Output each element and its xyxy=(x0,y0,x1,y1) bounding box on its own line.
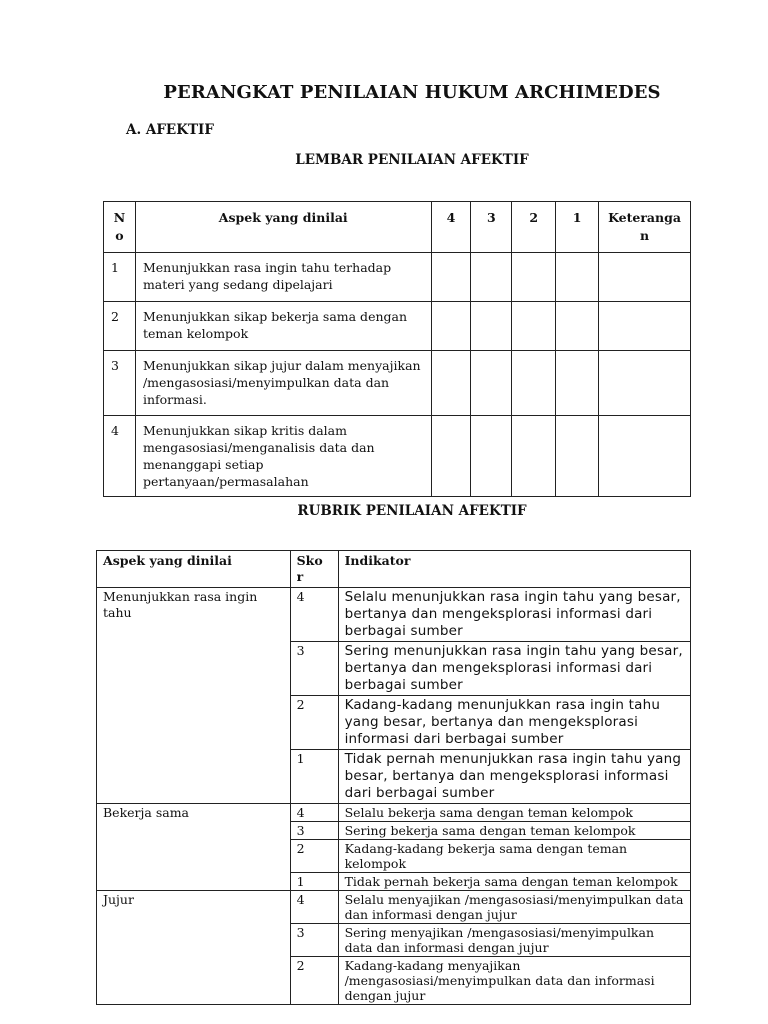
keterangan-cell[interactable] xyxy=(599,416,691,497)
score-cell-2[interactable] xyxy=(512,302,556,351)
header-aspek: Aspek yang dinilai xyxy=(97,551,291,588)
score-cell-1[interactable] xyxy=(556,302,599,351)
rubrik-aspek: Jujur xyxy=(97,891,291,1005)
table-row xyxy=(104,416,691,497)
score-cell-3[interactable] xyxy=(471,253,512,302)
header-indikator: Indikator xyxy=(338,551,690,588)
table-row xyxy=(104,253,691,302)
header-aspek: Aspek yang dinilai xyxy=(135,202,431,253)
rubrik-indikator: Sering menunjukkan rasa ingin tahu yang besar, bertanya dan mengeksplorasi informasi dari berbagai sumber xyxy=(338,642,690,696)
rubrik-skor: 1 xyxy=(290,750,338,804)
rubrik-aspek: Bekerja sama xyxy=(97,804,291,891)
row-aspek: Menunjukkan sikap jujur dalam menyajikan /mengasosiasi/menyimpulkan data dan informasi. xyxy=(135,351,431,416)
row-aspek: Menunjukkan sikap bekerja sama dengan teman kelompok xyxy=(135,302,431,351)
header-score-1: 1 xyxy=(556,202,599,253)
score-cell-3[interactable] xyxy=(471,416,512,497)
rubrik-indikator: Sering menyajikan /mengasosiasi/menyimpulkan data dan informasi dengan jujur xyxy=(338,924,690,957)
rubrik-penilaian-table xyxy=(96,550,691,1005)
row-number: 1 xyxy=(104,253,136,302)
keterangan-cell[interactable] xyxy=(599,351,691,416)
header-no: N o xyxy=(104,202,136,253)
table-row xyxy=(104,351,691,416)
rubrik-skor: 2 xyxy=(290,957,338,1005)
table-row xyxy=(97,588,691,642)
header-skor: Sko r xyxy=(290,551,338,588)
header-score-4: 4 xyxy=(431,202,471,253)
table-row xyxy=(104,302,691,351)
rubrik-title: RUBRIK PENILAIAN AFEKTIF xyxy=(297,503,527,519)
rubrik-indikator: Kadang-kadang menyajikan /mengasosiasi/menyimpulkan data dan informasi dengan jujur xyxy=(338,957,690,1005)
page-title: PERANGKAT PENILAIAN HUKUM ARCHIMEDES xyxy=(163,82,661,103)
rubrik-skor: 2 xyxy=(290,696,338,750)
rubrik-skor: 3 xyxy=(290,822,338,840)
section-heading-afektif: A. AFEKTIF xyxy=(126,122,214,138)
score-cell-4[interactable] xyxy=(431,302,471,351)
rubrik-indikator: Selalu bekerja sama dengan teman kelompok xyxy=(338,804,690,822)
score-cell-2[interactable] xyxy=(512,351,556,416)
keterangan-cell[interactable] xyxy=(599,253,691,302)
header-score-2: 2 xyxy=(512,202,556,253)
rubrik-aspek: Menunjukkan rasa ingin tahu xyxy=(97,588,291,804)
score-cell-4[interactable] xyxy=(431,351,471,416)
score-cell-1[interactable] xyxy=(556,253,599,302)
rubrik-skor: 3 xyxy=(290,642,338,696)
rubrik-indikator: Kadang-kadang menunjukkan rasa ingin tahu yang besar, bertanya dan mengeksplorasi informasi dari berbagai sumber xyxy=(338,696,690,750)
table-row xyxy=(97,804,691,822)
score-cell-2[interactable] xyxy=(512,416,556,497)
score-cell-4[interactable] xyxy=(431,416,471,497)
row-aspek: Menunjukkan rasa ingin tahu terhadap materi yang sedang dipelajari xyxy=(135,253,431,302)
rubrik-indikator: Selalu menyajikan /mengasosiasi/menyimpulkan data dan informasi dengan jujur xyxy=(338,891,690,924)
row-number: 4 xyxy=(104,416,136,497)
lembar-penilaian-table xyxy=(103,201,691,497)
score-cell-1[interactable] xyxy=(556,351,599,416)
score-cell-2[interactable] xyxy=(512,253,556,302)
rubrik-indikator: Sering bekerja sama dengan teman kelompok xyxy=(338,822,690,840)
rubrik-skor: 4 xyxy=(290,588,338,642)
row-number: 3 xyxy=(104,351,136,416)
score-cell-3[interactable] xyxy=(471,351,512,416)
rubrik-skor: 4 xyxy=(290,891,338,924)
row-number: 2 xyxy=(104,302,136,351)
rubrik-skor: 1 xyxy=(290,873,338,891)
lembar-title: LEMBAR PENILAIAN AFEKTIF xyxy=(295,152,529,168)
rubrik-skor: 4 xyxy=(290,804,338,822)
rubrik-skor: 2 xyxy=(290,840,338,873)
score-cell-4[interactable] xyxy=(431,253,471,302)
header-score-3: 3 xyxy=(471,202,512,253)
table-row xyxy=(97,891,691,924)
rubrik-indikator: Tidak pernah menunjukkan rasa ingin tahu yang besar, bertanya dan mengeksplorasi informasi dari berbagai sumber xyxy=(338,750,690,804)
table-header-row xyxy=(104,202,691,253)
rubrik-skor: 3 xyxy=(290,924,338,957)
rubrik-indikator: Kadang-kadang bekerja sama dengan teman kelompok xyxy=(338,840,690,873)
score-cell-3[interactable] xyxy=(471,302,512,351)
row-aspek: Menunjukkan sikap kritis dalam mengasosiasi/menganalisis data dan menanggapi setiap pertanyaan/permasalahan xyxy=(135,416,431,497)
header-keterangan: Keteranga n xyxy=(599,202,691,253)
keterangan-cell[interactable] xyxy=(599,302,691,351)
table-header-row xyxy=(97,551,691,588)
rubrik-indikator: Selalu menunjukkan rasa ingin tahu yang besar, bertanya dan mengeksplorasi informasi dari berbagai sumber xyxy=(338,588,690,642)
score-cell-1[interactable] xyxy=(556,416,599,497)
rubrik-indikator: Tidak pernah bekerja sama dengan teman kelompok xyxy=(338,873,690,891)
